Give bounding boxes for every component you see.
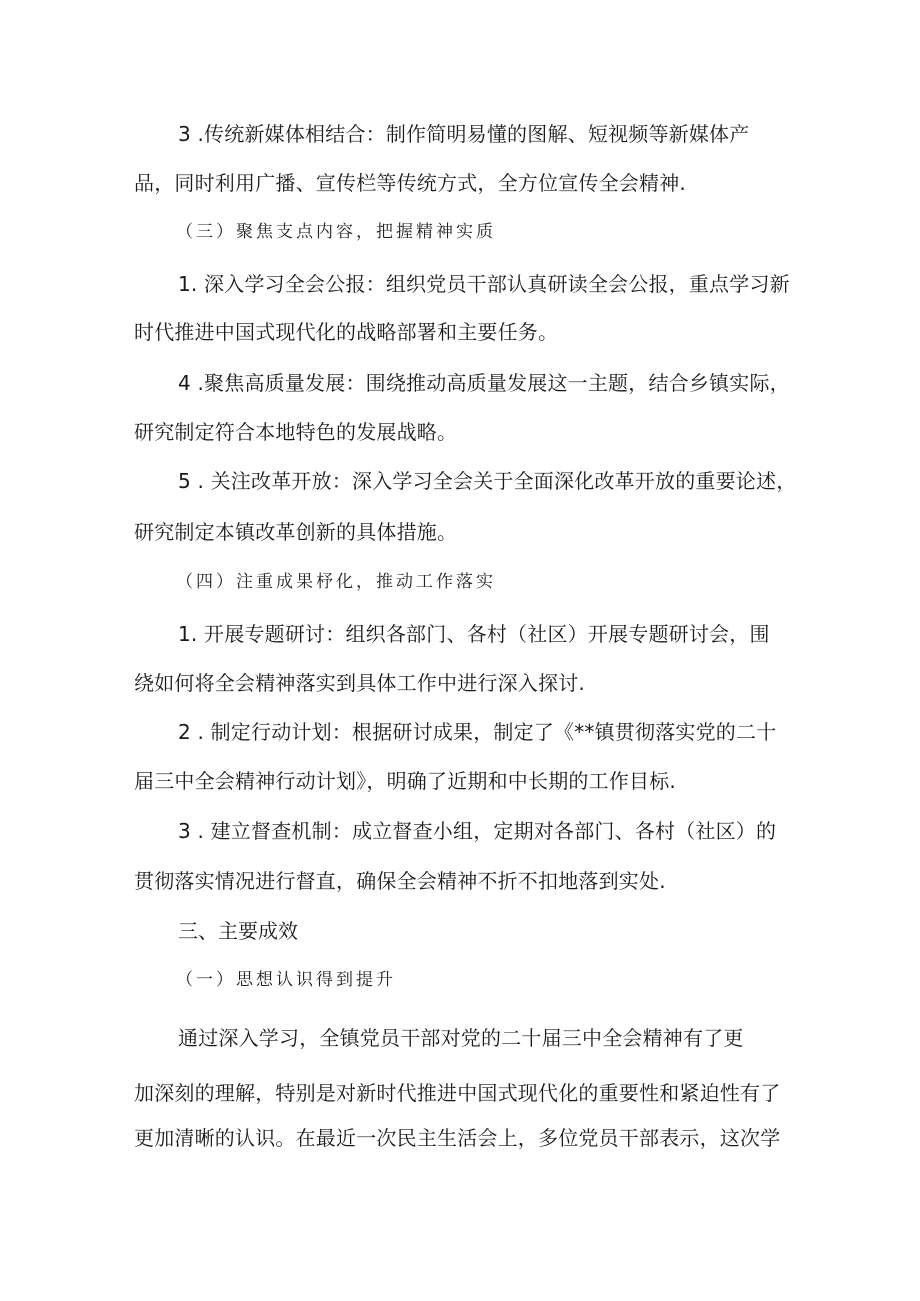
paragraph-line: 贯彻落实情况进行督直，确保全会精神不折不扣地落到实处. xyxy=(134,869,666,893)
paragraph-line: 研究制定符合本地特色的发展战略。 xyxy=(134,420,458,444)
paragraph-line: 1. 开展专题研讨：组织各部门、各村（社区）开展专题研讨会，围 xyxy=(178,622,770,646)
paragraph-line: 品，同时利用广播、宣传栏等传统方式，全方位宣传全会精神. xyxy=(134,171,686,195)
paragraph-line: 绕如何将全会精神落实到具体工作中进行深入探讨. xyxy=(134,671,585,695)
paragraph-line: 研究制定本镇改革创新的具体措施。 xyxy=(134,520,458,544)
paragraph-line: 3 .传统新媒体相结合：制作简明易懂的图解、短视频等新媒体产 xyxy=(178,122,750,146)
subsection-heading: （三）聚焦支点内容，把握精神实质 xyxy=(176,222,496,242)
paragraph-line: 更加清晰的认识。在最近一次民主生活会上，多位党员干部表示，这次学 xyxy=(134,1126,781,1150)
paragraph-line: 2 . 制定行动计划：根据研讨成果，制定了《**镇贯彻落实党的二十 xyxy=(178,720,777,744)
paragraph-line: 1. 深入学习全会公报：组织党员干部认真研读全会公报，重点学习新 xyxy=(178,272,790,296)
paragraph-line: 3 . 建立督查机制：成立督查小组，定期对各部门、各村（社区）的 xyxy=(178,819,777,843)
paragraph-line: 通过深入学习，全镇党员干部对党的二十届三中全会精神有了更 xyxy=(178,1026,744,1050)
paragraph-line: 5 . 关注改革开放：深入学习全会关于全面深化改革开放的重要论述， xyxy=(178,469,797,493)
paragraph-line: 时代推进中国式现代化的战略部署和主要任务。 xyxy=(134,320,559,344)
section-heading: 三、主要成效 xyxy=(178,919,298,943)
paragraph-line: 4 .聚焦高质量发展：围绕推动高质量发展这一主题，结合乡镇实际， xyxy=(178,371,790,395)
subsection-heading: （四）注重成果杼化，推动工作落实 xyxy=(176,572,496,592)
subsection-heading: （一）思想认识得到提升 xyxy=(176,970,396,990)
paragraph-line: 加深刻的理解，特别是对新时代推进中国式现代化的重要性和紧迫性有了 xyxy=(134,1081,781,1105)
paragraph-line: 届三中全会精神行动计划》，明确了近期和中长期的工作目标. xyxy=(134,769,676,793)
